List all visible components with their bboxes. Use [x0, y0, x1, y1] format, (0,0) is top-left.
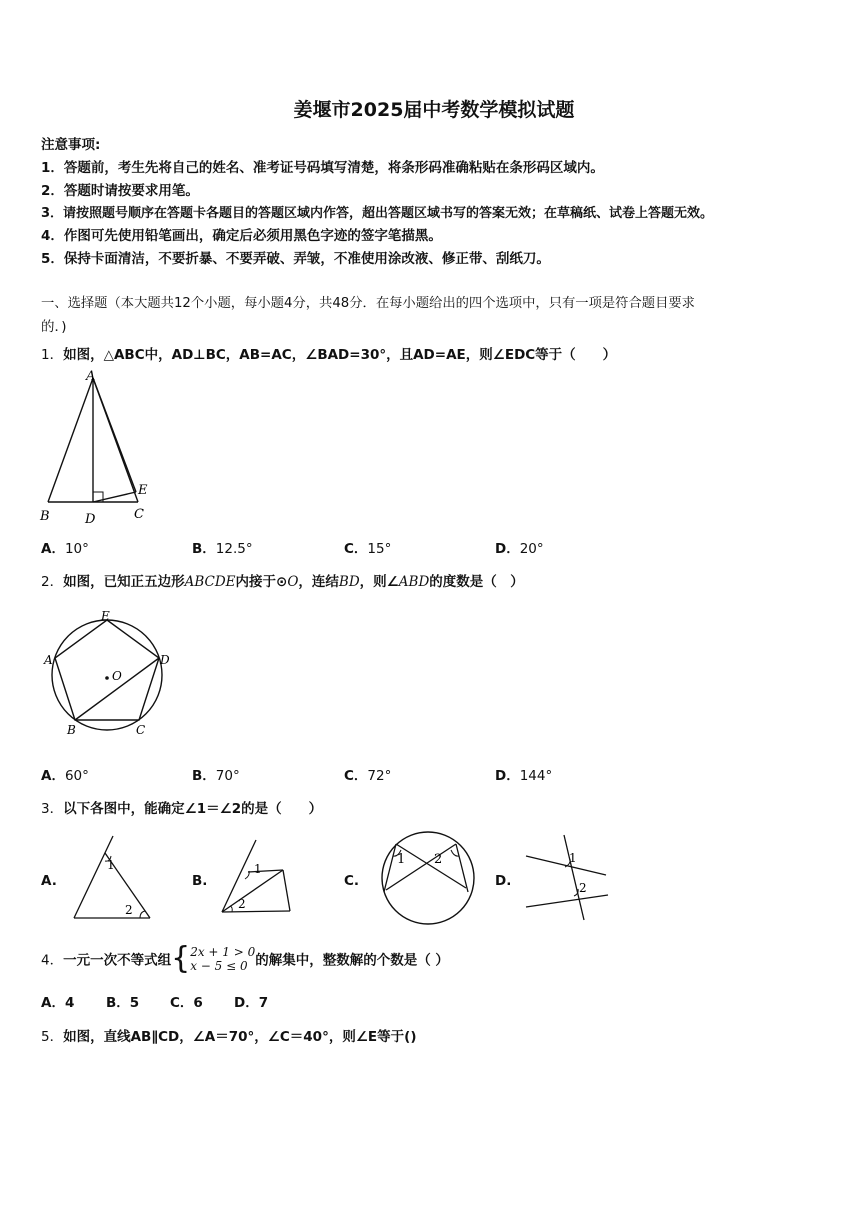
question-text: 如图，直线AB∥CD，∠A＝70°，∠C＝40°，则∠E等于(): [63, 1029, 417, 1045]
figure-c: [376, 826, 480, 930]
label-b: B: [67, 723, 76, 737]
figure-b: [218, 836, 298, 916]
label-c: C: [134, 507, 144, 522]
option-letter: D．: [495, 768, 520, 784]
label-a: A: [86, 369, 96, 384]
question-number: 3．: [41, 801, 64, 817]
section-heading-line1: 一、选择题（本大题共12个小题，每小题4分，共48分．在每小题给出的四个选项中，只有一项是符合题目要求: [41, 296, 695, 311]
option-value: 4: [64, 995, 75, 1011]
option-a[interactable]: [41, 764, 89, 784]
option-letter: C．: [344, 541, 368, 557]
notice-item: 2．答题时请按要求用笔。: [41, 183, 199, 199]
notice-heading: 注意事项:: [41, 137, 101, 153]
option-value: 144°: [519, 768, 553, 784]
option-value: 15°: [367, 541, 392, 557]
option-a[interactable]: A.: [41, 873, 57, 889]
option-d[interactable]: [495, 764, 552, 784]
figure-a: [68, 832, 158, 924]
brace-symbol: {: [171, 941, 191, 976]
question-number: 1．: [41, 347, 64, 363]
section-heading-line2: 的．): [41, 319, 67, 335]
inequality-2: x − 5 ≤ 0: [190, 958, 248, 973]
question-text: 内接于⊙: [235, 574, 288, 590]
question-text: 如图，△ABC中，AD⊥BC，AB=AC，∠BAD=30°，且AD=AE，则∠EDC等于（ ）: [63, 347, 617, 363]
label-d: D: [85, 512, 96, 527]
option-d[interactable]: D.: [495, 873, 512, 889]
option-value: 20°: [519, 541, 544, 557]
label-c: C: [136, 723, 146, 737]
question-text: 以下各图中，能确定∠1＝∠2的是（ ）: [63, 801, 323, 817]
question-5: [41, 1025, 417, 1045]
option-c[interactable]: [344, 537, 391, 557]
notice-item: 3．请按照题号顺序在答题卡各题目的答题区域内作答，超出答题区域书写的答案无效；在草稿纸、试卷上答题无效。: [41, 206, 714, 221]
option-b[interactable]: [192, 537, 253, 557]
question-number: 4．: [41, 952, 64, 969]
pentagon-circle-figure: [40, 608, 180, 740]
option-a[interactable]: [41, 537, 89, 557]
math-text: ABD: [398, 574, 430, 590]
option-letter: C．: [344, 768, 368, 784]
notice-item: 5．保持卡面清洁，不要折暴、不要弄破、弄皱，不准使用涂改液、修正带、刮纸刀。: [41, 251, 550, 267]
page-title: 姜堰市2025届中考数学模拟试题: [293, 99, 575, 121]
inequality-system: [190, 945, 255, 973]
option-letter: A．: [41, 995, 65, 1011]
question-number: 2．: [41, 574, 64, 590]
option-b[interactable]: [106, 991, 139, 1011]
math-text: O: [287, 574, 299, 590]
option-d[interactable]: [234, 991, 268, 1011]
angle-1-label: 1: [397, 852, 406, 867]
question-4: [41, 941, 449, 976]
triangle-abc-figure: [38, 368, 158, 528]
inequality-1: 2x + 1 > 0: [190, 944, 256, 959]
figure-d: [522, 832, 612, 924]
option-value: 12.5°: [215, 541, 253, 557]
question-1: [41, 343, 616, 363]
option-c[interactable]: [344, 764, 391, 784]
option-b[interactable]: [192, 764, 240, 784]
option-letter: D．: [495, 541, 520, 557]
option-letter: D．: [234, 995, 259, 1011]
label-d: D: [160, 653, 170, 667]
option-letter: C．: [170, 995, 194, 1011]
angle-1-label: 1: [569, 851, 577, 865]
option-value: 6: [193, 995, 203, 1011]
question-text: 如图，已知正五边形: [63, 574, 185, 590]
option-value: 7: [258, 995, 269, 1011]
option-c[interactable]: [170, 991, 203, 1011]
question-text: 的度数是（ ）: [429, 574, 524, 590]
label-a: A: [44, 653, 53, 667]
notice-item: 4．作图可先使用铅笔画出，确定后必须用黑色字迹的签字笔描黑。: [41, 228, 442, 244]
question-text: ，则∠: [359, 574, 399, 590]
question-text: 的解集中，整数解的个数是（ ）: [255, 952, 449, 969]
option-a[interactable]: [41, 991, 74, 1011]
option-value: 70°: [215, 768, 240, 784]
label-e: E: [138, 483, 148, 498]
option-b[interactable]: B.: [192, 873, 208, 889]
label-b: B: [40, 509, 50, 524]
option-value: 72°: [367, 768, 392, 784]
option-letter: B．: [106, 995, 130, 1011]
angle-2-label: 2: [434, 852, 443, 867]
question-2: [41, 570, 524, 590]
option-value: 5: [129, 995, 140, 1011]
question-number: 5．: [41, 1029, 64, 1045]
angle-1-label: 1: [254, 862, 262, 876]
option-value: 60°: [64, 768, 89, 784]
math-text: ABCDE: [184, 574, 236, 590]
option-letter: A．: [41, 768, 65, 784]
question-text: ，连结: [298, 574, 339, 590]
angle-1-label: 1: [107, 858, 115, 872]
angle-2-label: 2: [125, 903, 133, 917]
option-letter: B．: [192, 541, 216, 557]
angle-2-label: 2: [579, 881, 587, 895]
option-d[interactable]: [495, 537, 544, 557]
option-value: 10°: [64, 541, 89, 557]
question-3: [41, 797, 322, 817]
label-o: O: [112, 669, 122, 683]
option-c[interactable]: C.: [344, 873, 360, 889]
math-text: BD: [338, 574, 360, 590]
notice-item: 1．答题前，考生先将自己的姓名、准考证号码填写清楚，将条形码准确粘贴在条形码区域内。: [41, 160, 604, 176]
question-text: 一元一次不等式组: [63, 952, 172, 969]
label-e: E: [101, 609, 110, 623]
angle-2-label: 2: [238, 897, 246, 911]
option-letter: A．: [41, 541, 65, 557]
option-letter: B．: [192, 768, 216, 784]
